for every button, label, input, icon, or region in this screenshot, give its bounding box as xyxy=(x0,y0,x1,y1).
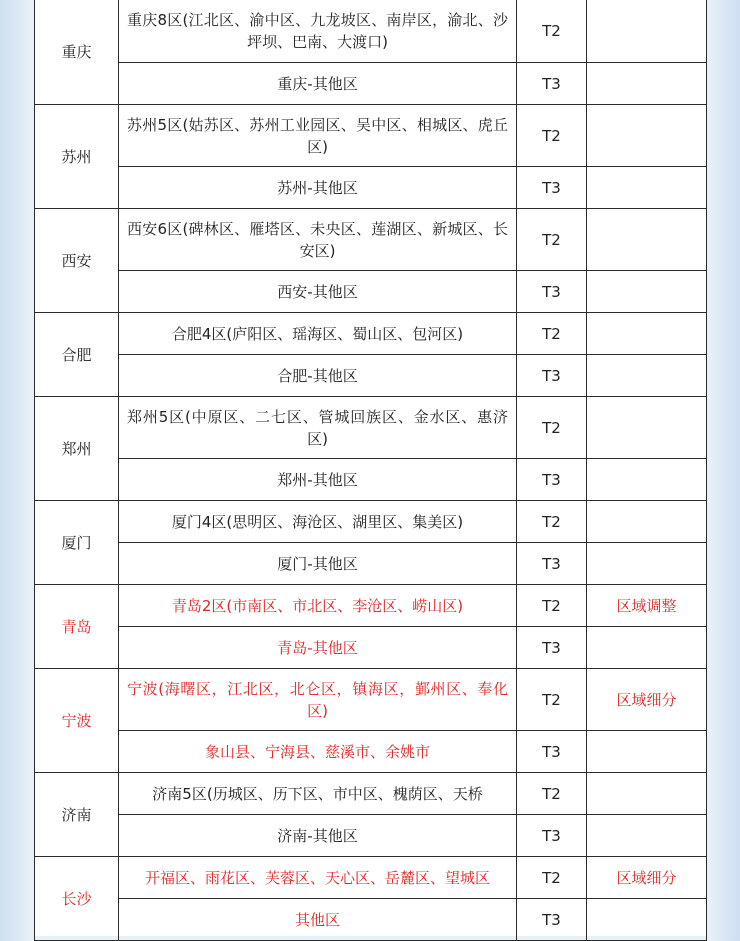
tier-cell: T2 xyxy=(517,0,587,63)
note-cell xyxy=(587,0,707,63)
district-cell: 重庆-其他区 xyxy=(119,63,517,105)
tier-cell: T2 xyxy=(517,669,587,731)
district-cell: 开福区、雨花区、芙蓉区、天心区、岳麓区、望城区 xyxy=(119,857,517,899)
table-row xyxy=(35,313,707,355)
tier-cell: T3 xyxy=(517,355,587,397)
tier-cell: T3 xyxy=(517,899,587,941)
table-row xyxy=(35,773,707,815)
note-cell xyxy=(587,627,707,669)
note-cell xyxy=(587,167,707,209)
tier-cell: T3 xyxy=(517,731,587,773)
district-cell: 其他区 xyxy=(119,899,517,941)
tier-cell: T2 xyxy=(517,857,587,899)
note-cell xyxy=(587,397,707,459)
district-cell: 合肥4区(庐阳区、瑶海区、蜀山区、包河区) xyxy=(119,313,517,355)
note-cell: 区域细分 xyxy=(587,857,707,899)
district-cell: 西安-其他区 xyxy=(119,271,517,313)
note-cell xyxy=(587,271,707,313)
table-row xyxy=(35,355,707,397)
district-cell: 青岛2区(市南区、市北区、李沧区、崂山区) xyxy=(119,585,517,627)
table-row xyxy=(35,271,707,313)
city-tier-table xyxy=(34,0,707,941)
table-row xyxy=(35,397,707,459)
table-row xyxy=(35,167,707,209)
table-row xyxy=(35,857,707,899)
city-cell: 长沙 xyxy=(35,857,119,941)
district-cell: 郑州5区(中原区、二七区、管城回族区、金水区、惠济区) xyxy=(119,397,517,459)
tier-cell: T2 xyxy=(517,209,587,271)
tier-cell: T3 xyxy=(517,271,587,313)
city-cell: 重庆 xyxy=(35,0,119,105)
table-row xyxy=(35,105,707,167)
city-cell: 西安 xyxy=(35,209,119,313)
district-cell: 苏州-其他区 xyxy=(119,167,517,209)
document-card xyxy=(34,0,706,936)
table-row xyxy=(35,669,707,731)
table-row xyxy=(35,0,707,63)
tier-cell: T2 xyxy=(517,397,587,459)
district-cell: 厦门-其他区 xyxy=(119,543,517,585)
tier-cell: T3 xyxy=(517,815,587,857)
note-cell xyxy=(587,459,707,501)
district-cell: 西安6区(碑林区、雁塔区、未央区、莲湖区、新城区、长安区) xyxy=(119,209,517,271)
tier-cell: T2 xyxy=(517,313,587,355)
table-row xyxy=(35,627,707,669)
note-cell: 区域细分 xyxy=(587,669,707,731)
table-row xyxy=(35,459,707,501)
table-row xyxy=(35,63,707,105)
district-cell: 厦门4区(思明区、海沧区、湖里区、集美区) xyxy=(119,501,517,543)
city-cell: 济南 xyxy=(35,773,119,857)
table-row xyxy=(35,815,707,857)
table-row xyxy=(35,501,707,543)
table-row xyxy=(35,209,707,271)
note-cell xyxy=(587,501,707,543)
tier-cell: T3 xyxy=(517,63,587,105)
table-body xyxy=(35,0,707,941)
note-cell: 区域调整 xyxy=(587,585,707,627)
district-cell: 宁波(海曙区，江北区，北仑区，镇海区，鄞州区、奉化区) xyxy=(119,669,517,731)
note-cell xyxy=(587,209,707,271)
tier-cell: T3 xyxy=(517,627,587,669)
table-row xyxy=(35,899,707,941)
district-cell: 济南-其他区 xyxy=(119,815,517,857)
district-cell: 象山县、宁海县、慈溪市、余姚市 xyxy=(119,731,517,773)
tier-cell: T2 xyxy=(517,105,587,167)
note-cell xyxy=(587,63,707,105)
city-cell: 合肥 xyxy=(35,313,119,397)
tier-cell: T3 xyxy=(517,459,587,501)
city-cell: 厦门 xyxy=(35,501,119,585)
tier-cell: T2 xyxy=(517,773,587,815)
note-cell xyxy=(587,543,707,585)
table-row xyxy=(35,543,707,585)
table-row xyxy=(35,585,707,627)
district-cell: 重庆8区(江北区、渝中区、九龙坡区、南岸区，渝北、沙坪坝、巴南、大渡口) xyxy=(119,0,517,63)
tier-cell: T2 xyxy=(517,585,587,627)
tier-cell: T2 xyxy=(517,501,587,543)
district-cell: 苏州5区(姑苏区、苏州工业园区、吴中区、相城区、虎丘区) xyxy=(119,105,517,167)
district-cell: 济南5区(历城区、历下区、市中区、槐荫区、天桥 xyxy=(119,773,517,815)
note-cell xyxy=(587,355,707,397)
table-row xyxy=(35,731,707,773)
city-cell: 苏州 xyxy=(35,105,119,209)
city-cell: 宁波 xyxy=(35,669,119,773)
district-cell: 郑州-其他区 xyxy=(119,459,517,501)
note-cell xyxy=(587,815,707,857)
city-cell: 郑州 xyxy=(35,397,119,501)
tier-cell: T3 xyxy=(517,167,587,209)
note-cell xyxy=(587,313,707,355)
note-cell xyxy=(587,773,707,815)
district-cell: 青岛-其他区 xyxy=(119,627,517,669)
note-cell xyxy=(587,105,707,167)
city-cell: 青岛 xyxy=(35,585,119,669)
note-cell xyxy=(587,731,707,773)
note-cell xyxy=(587,899,707,941)
tier-cell: T3 xyxy=(517,543,587,585)
district-cell: 合肥-其他区 xyxy=(119,355,517,397)
